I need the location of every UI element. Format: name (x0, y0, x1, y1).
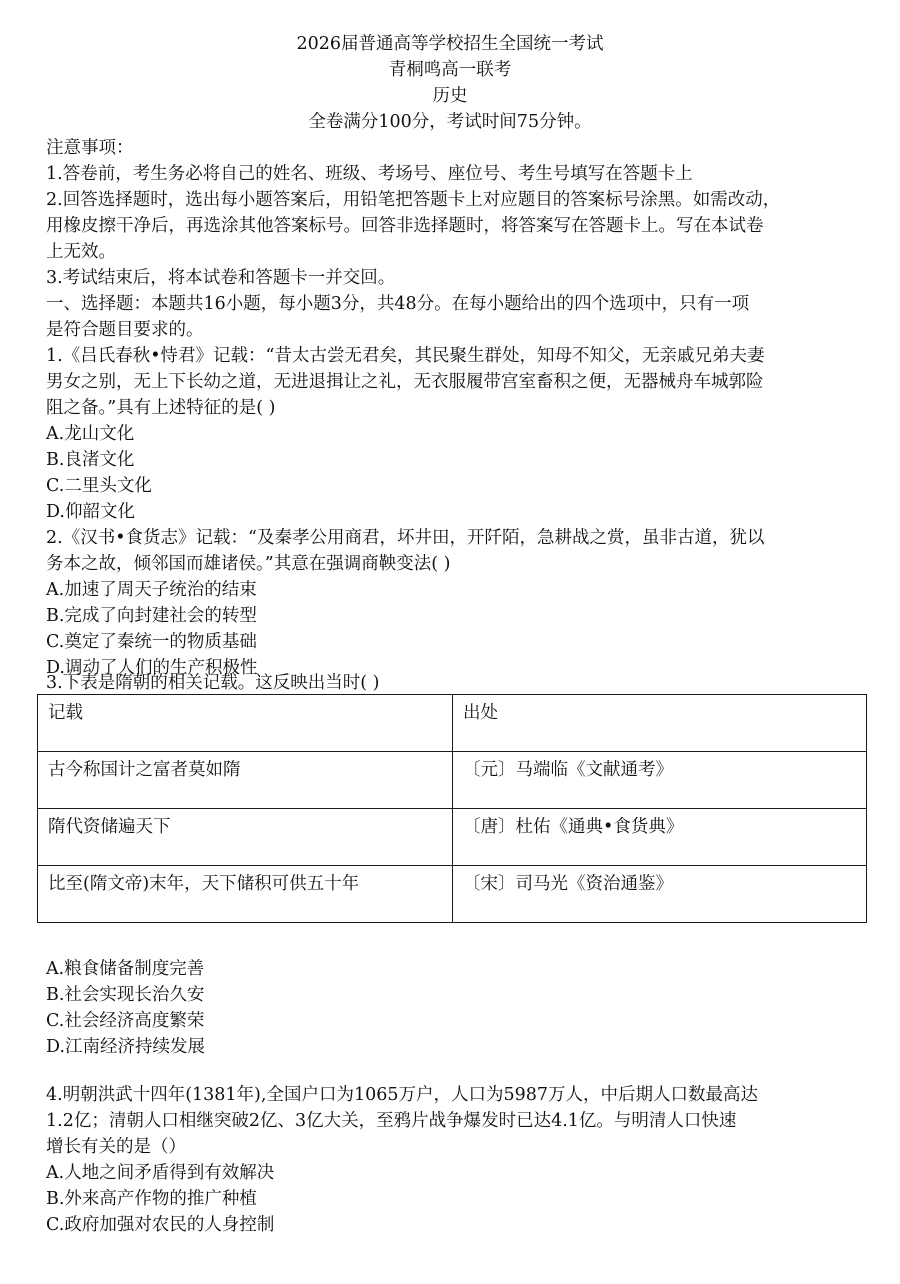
table-header-row (38, 695, 867, 752)
notes-line: 2.回答选择题时，选出每小题答案后，用铅笔把答题卡上对应题目的答案标号涂黑。如需改动， (46, 190, 781, 210)
question-1-option-b: B.良渚文化 (46, 450, 135, 470)
question-3-option-c: C.社会经济高度繁荣 (46, 1011, 205, 1031)
table-cell: 古今称国计之富者莫如隋 (38, 752, 453, 809)
question-3-option-d: D.江南经济持续发展 (46, 1037, 205, 1057)
question-4-stem: 增长有关的是（） (46, 1137, 186, 1157)
table-cell: 比至(隋文帝)末年，天下储积可供五十年 (38, 866, 453, 923)
question-2-stem: 务本之故，倾邻国而雄诸侯。”其意在强调商鞅变法( ) (46, 554, 451, 574)
table-cell: 隋代资储遍天下 (38, 809, 453, 866)
question-1-option-c: C.二里头文化 (46, 476, 152, 496)
question-1-option-d: D.仰韶文化 (46, 502, 135, 522)
question-1-stem: 男女之别，无上下长幼之道，无进退揖让之礼，无衣服履带宫室畜积之便，无器械舟车城郭险 (46, 372, 764, 392)
question-4-option-a: A.人地之间矛盾得到有效解决 (46, 1163, 275, 1183)
notes-title: 注意事项： (46, 138, 134, 158)
question-1-option-a: A.龙山文化 (46, 424, 135, 444)
question-3-table (37, 694, 867, 923)
table-header-cell: 记载 (38, 695, 453, 752)
exam-title: 2026届普通高等学校招生全国统一考试 (296, 34, 604, 54)
question-2-option-d: D.调动了人们的生产积极性 (46, 658, 258, 678)
table-row (38, 752, 867, 809)
question-2-option-a: A.加速了周天子统治的结束 (46, 580, 257, 600)
question-3-stem: 3.下表是隋朝的相关记载。这反映出当时( ) (46, 673, 380, 693)
exam-org: 青桐鸣高一联考 (388, 60, 512, 80)
table-cell: 〔元〕马端临《文献通考》 (453, 752, 867, 809)
question-1-stem: 阻之备。”具有上述特征的是( ) (46, 398, 276, 418)
question-4-option-b: B.外来高产作物的推广种植 (46, 1189, 257, 1209)
section-heading: 是符合题目要求的。 (46, 320, 204, 340)
notes-line: 1.答卷前，考生务必将自己的姓名、班级、考场号、座位号、考生号填写在答题卡上 (46, 164, 693, 184)
table-cell: 〔唐〕杜佑《通典•食货典》 (453, 809, 867, 866)
notes-line: 3.考试结束后，将本试卷和答题卡一并交回。 (46, 268, 396, 288)
question-3-option-a: A.粮食储备制度完善 (46, 959, 205, 979)
question-2-stem: 2.《汉书•食货志》记载：“及秦孝公用商君，坏井田，开阡陌，急耕战之赏，虽非古道，犹以 (46, 528, 765, 548)
question-4-stem: 1.2亿；清朝人口相继突破2亿、3亿大关，至鸦片战争爆发时已达4.1亿。与明清人口快速 (46, 1111, 737, 1131)
table-row (38, 809, 867, 866)
section-heading: 一、选择题：本题共16小题，每小题3分，共48分。在每小题给出的四个选项中，只有一项 (46, 294, 750, 314)
question-2-option-b: B.完成了向封建社会的转型 (46, 606, 257, 626)
table-row (38, 866, 867, 923)
table-cell: 〔宋〕司马光《资治通鉴》 (453, 866, 867, 923)
question-4-option-c: C.政府加强对农民的人身控制 (46, 1215, 275, 1235)
question-4-stem: 4.明朝洪武十四年(1381年),全国户口为1065万户，人口为5987万人，中后期人口数最高达 (46, 1085, 759, 1105)
notes-line: 上无效。 (46, 242, 116, 262)
question-1-stem: 1.《吕氏春秋•恃君》记载：“昔太古尝无君矣，其民聚生群处，知母不知父，无亲戚兄弟夫妻 (46, 346, 765, 366)
question-3-option-b: B.社会实现长治久安 (46, 985, 205, 1005)
question-2-option-c: C.奠定了秦统一的物质基础 (46, 632, 257, 652)
score-time: 全卷满分100分，考试时间75分钟。 (308, 112, 592, 132)
notes-line: 用橡皮擦干净后，再选涂其他答案标号。回答非选择题时，将答案写在答题卡上。写在本试卷 (46, 216, 764, 236)
table-header-cell: 出处 (453, 695, 867, 752)
subject-title: 历史 (432, 86, 468, 106)
